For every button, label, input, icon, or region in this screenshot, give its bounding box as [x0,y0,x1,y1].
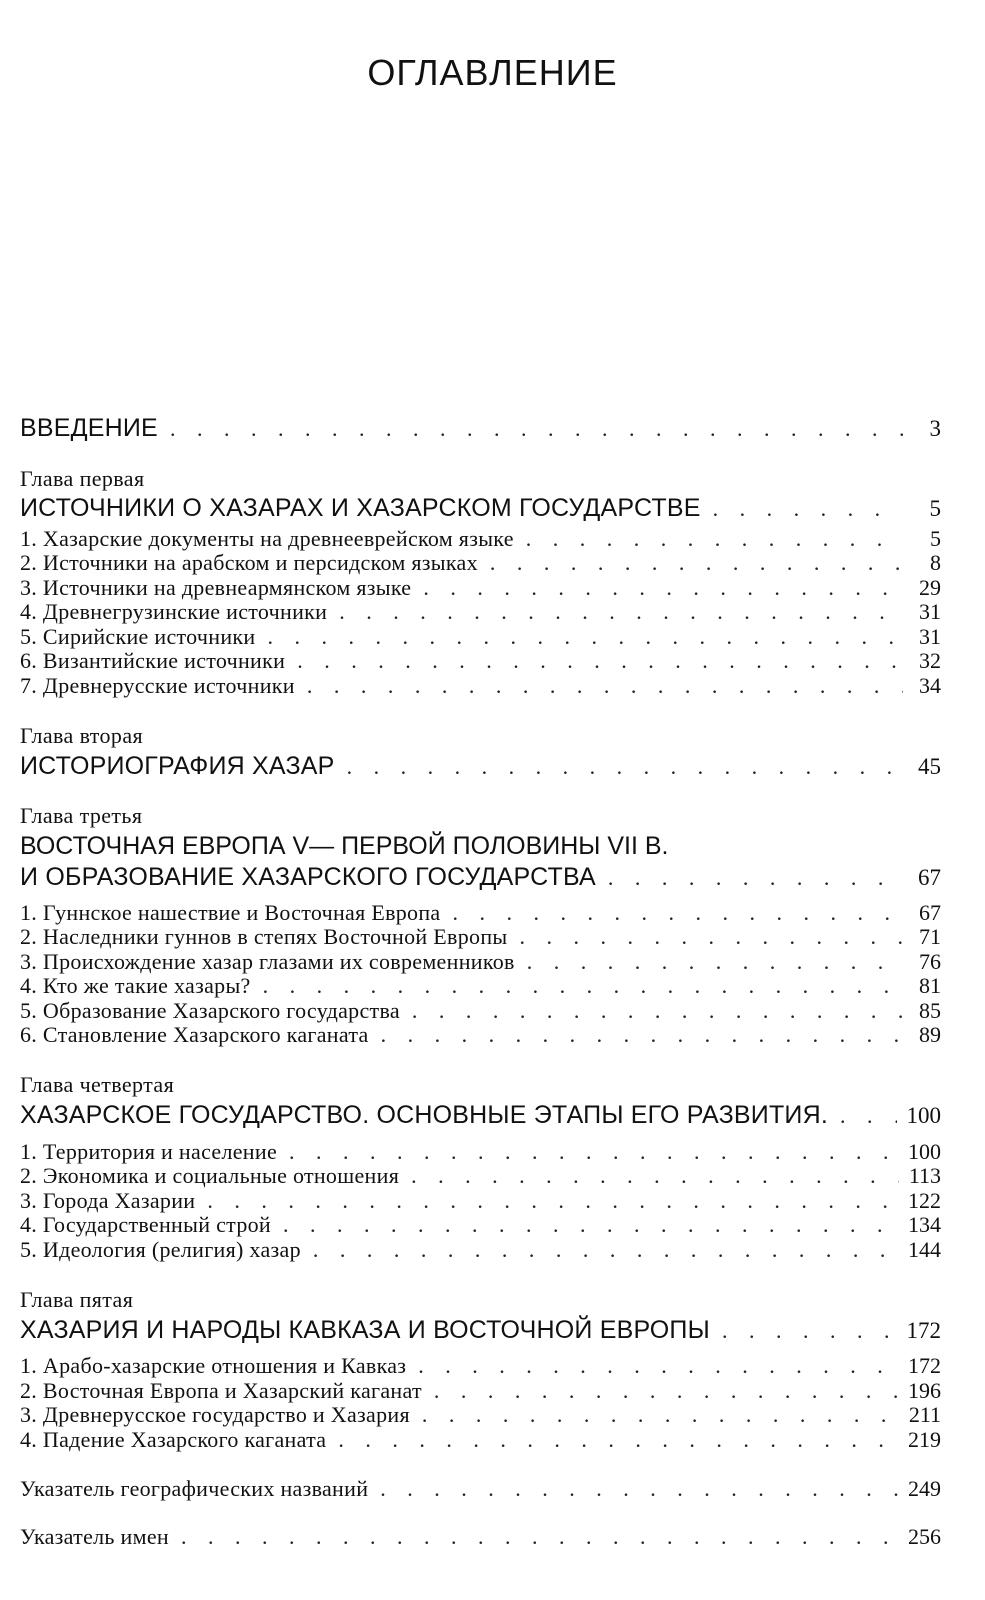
toc-item-label: 1. Территория и население [20,1139,278,1164]
dot-leader [289,1139,898,1165]
toc-item[interactable] [20,550,941,578]
page-number: 100 [908,1139,941,1164]
page-number: 89 [919,1022,941,1047]
page-number: 196 [908,1378,941,1403]
chapter-title: И ОБРАЗОВАНИЕ ХАЗАРСКОГО ГОСУДАРСТВА [20,863,596,891]
toc-item[interactable] [20,648,941,676]
toc-entry-label: Указатель имен [20,1524,169,1549]
dot-leader [181,1524,898,1550]
page-number: 81 [919,973,941,998]
dot-leader [207,1188,898,1214]
toc-item-label: 7. Древнерусские источники [20,673,295,698]
chapter-title-line: ВОСТОЧНАЯ ЕВРОПА V— ПЕРВОЙ ПОЛОВИНЫ VII В. [20,832,669,860]
toc-item[interactable] [20,1163,941,1191]
chapter-label: Глава вторая [20,723,144,748]
toc-item[interactable] [20,673,941,701]
toc-item-label: 5. Сирийские источники [20,624,256,649]
toc-item-label: 6. Византийские источники [20,648,286,673]
dot-leader [347,754,903,780]
page-number: 45 [918,754,941,779]
page-number: 29 [919,575,941,600]
toc-item-label: 1. Гуннское нашествие и Восточная Европа [20,900,441,925]
page-number: 172 [908,1353,941,1378]
dot-leader [422,1402,899,1428]
page-number: 219 [908,1427,941,1452]
dot-leader [411,1163,899,1189]
chapter-label: Глава четвертая [20,1072,175,1097]
page-number: 67 [919,900,941,925]
toc-item-label: 2. Экономика и социальные отношения [20,1163,400,1188]
toc-item-label: 3. Города Хазарии [20,1188,196,1213]
toc-item-label: 1. Арабо-хазарские отношения и Кавказ [20,1353,407,1378]
page-number: 113 [908,1163,941,1188]
toc-chapter-2[interactable] [20,752,941,780]
toc-chapter-5[interactable] [20,1316,941,1344]
page-number: 32 [919,648,941,673]
page-number: 76 [919,949,941,974]
toc-item[interactable] [20,1427,941,1455]
toc-entry-label: ВВЕДЕНИЕ [20,414,158,442]
dot-leader [423,575,903,601]
page-number: 3 [929,416,941,441]
toc-item[interactable] [20,924,941,952]
page-number: 71 [919,924,941,949]
dot-leader [339,599,903,625]
page-number: 31 [919,599,941,624]
dot-leader [170,416,903,442]
toc-item-label: 2. Восточная Европа и Хазарский каганат [20,1378,422,1403]
page-number: 249 [908,1476,941,1501]
toc-entry-name-index[interactable] [20,1524,941,1552]
page-number: 144 [908,1237,941,1262]
page-number: 85 [919,998,941,1023]
toc-item[interactable] [20,1212,941,1240]
dot-leader [608,865,903,891]
toc-item-label: 5. Образование Хазарского государства [20,998,400,1023]
page-number: 134 [908,1212,941,1237]
page-number: 67 [918,865,941,890]
toc-item[interactable] [20,973,941,1001]
toc-item[interactable] [20,1022,941,1050]
dot-leader [263,973,903,999]
dot-leader [722,1318,897,1344]
toc-item-label: 3. Источники на древнеармянском языке [20,575,412,600]
toc-item-label: 6. Становление Хазарского каганата [20,1022,369,1047]
dot-leader [490,550,903,576]
dot-leader [527,949,903,975]
page-number: 34 [919,673,941,698]
toc-item-label: 4. Государственный строй [20,1212,272,1237]
toc-item-label: 4. Кто же такие хазары? [20,973,251,998]
chapter-label: Глава третья [20,803,143,828]
chapter-title: ИСТОЧНИКИ О ХАЗАРАХ И ХАЗАРСКОМ ГОСУДАРСТВЕ [20,494,701,522]
page-number: 172 [906,1318,941,1343]
dot-leader [418,1353,898,1379]
toc-chapter-1[interactable] [20,494,941,522]
toc-item-label: 2. Источники на арабском и персидском языках [20,550,478,575]
toc-item[interactable] [20,599,941,627]
dot-leader [267,624,903,650]
toc-item-label: 1. Хазарские документы на древнееврейском языке [20,526,514,551]
toc-entry-introduction[interactable] [20,414,941,442]
chapter-label: Глава первая [20,466,145,491]
toc-entry-geo-index[interactable] [20,1476,941,1504]
dot-leader [297,648,903,674]
dot-leader [434,1378,898,1404]
dot-leader [380,1476,898,1502]
dot-leader [453,900,904,926]
toc-item-label: 3. Происхождение хазар глазами их современников [20,949,515,974]
toc-entry-label: Указатель географических названий [20,1476,369,1501]
toc-chapter-3[interactable] [20,863,941,891]
dot-leader [307,673,903,699]
toc-item-label: 4. Падение Хазарского каганата [20,1427,327,1452]
chapter-label: Глава пятая [20,1287,134,1312]
dot-leader [520,924,904,950]
page-number: 5 [930,526,941,551]
toc-item-label: 5. Идеология (религия) хазар [20,1237,301,1262]
dot-leader [713,496,903,522]
page-title: ОГЛАВЛЕНИЕ [367,52,618,93]
page-number: 100 [906,1103,941,1128]
toc-item[interactable] [20,1237,941,1265]
dot-leader [381,1022,903,1048]
page-number: 211 [908,1402,941,1427]
dot-leader [283,1212,898,1238]
dot-leader [313,1237,898,1263]
toc-item-label: 4. Древнегрузинские источники [20,599,328,624]
chapter-title: ХАЗАРИЯ И НАРОДЫ КАВКАЗА И ВОСТОЧНОЙ ЕВРОПЫ [20,1316,710,1344]
dot-leader [526,526,903,552]
page-number: 5 [929,496,941,521]
chapter-title: ИСТОРИОГРАФИЯ ХАЗАР [20,752,335,780]
toc-chapter-4[interactable] [20,1101,941,1129]
toc-item-label: 3. Древнерусское государство и Хазария [20,1402,410,1427]
chapter-title: ХАЗАРСКОЕ ГОСУДАРСТВО. ОСНОВНЫЕ ЭТАПЫ ЕГО РАЗВИТИЯ. [20,1101,828,1129]
page-number: 31 [919,624,941,649]
page-number: 256 [908,1524,941,1549]
page-number: 8 [930,550,941,575]
toc-item-label: 2. Наследники гуннов в степях Восточной Европы [20,924,508,949]
toc-item[interactable] [20,1402,941,1430]
dot-leader [840,1103,897,1129]
toc-item[interactable] [20,1353,941,1381]
dot-leader [412,998,903,1024]
dot-leader [338,1427,898,1453]
page-number: 122 [908,1188,941,1213]
